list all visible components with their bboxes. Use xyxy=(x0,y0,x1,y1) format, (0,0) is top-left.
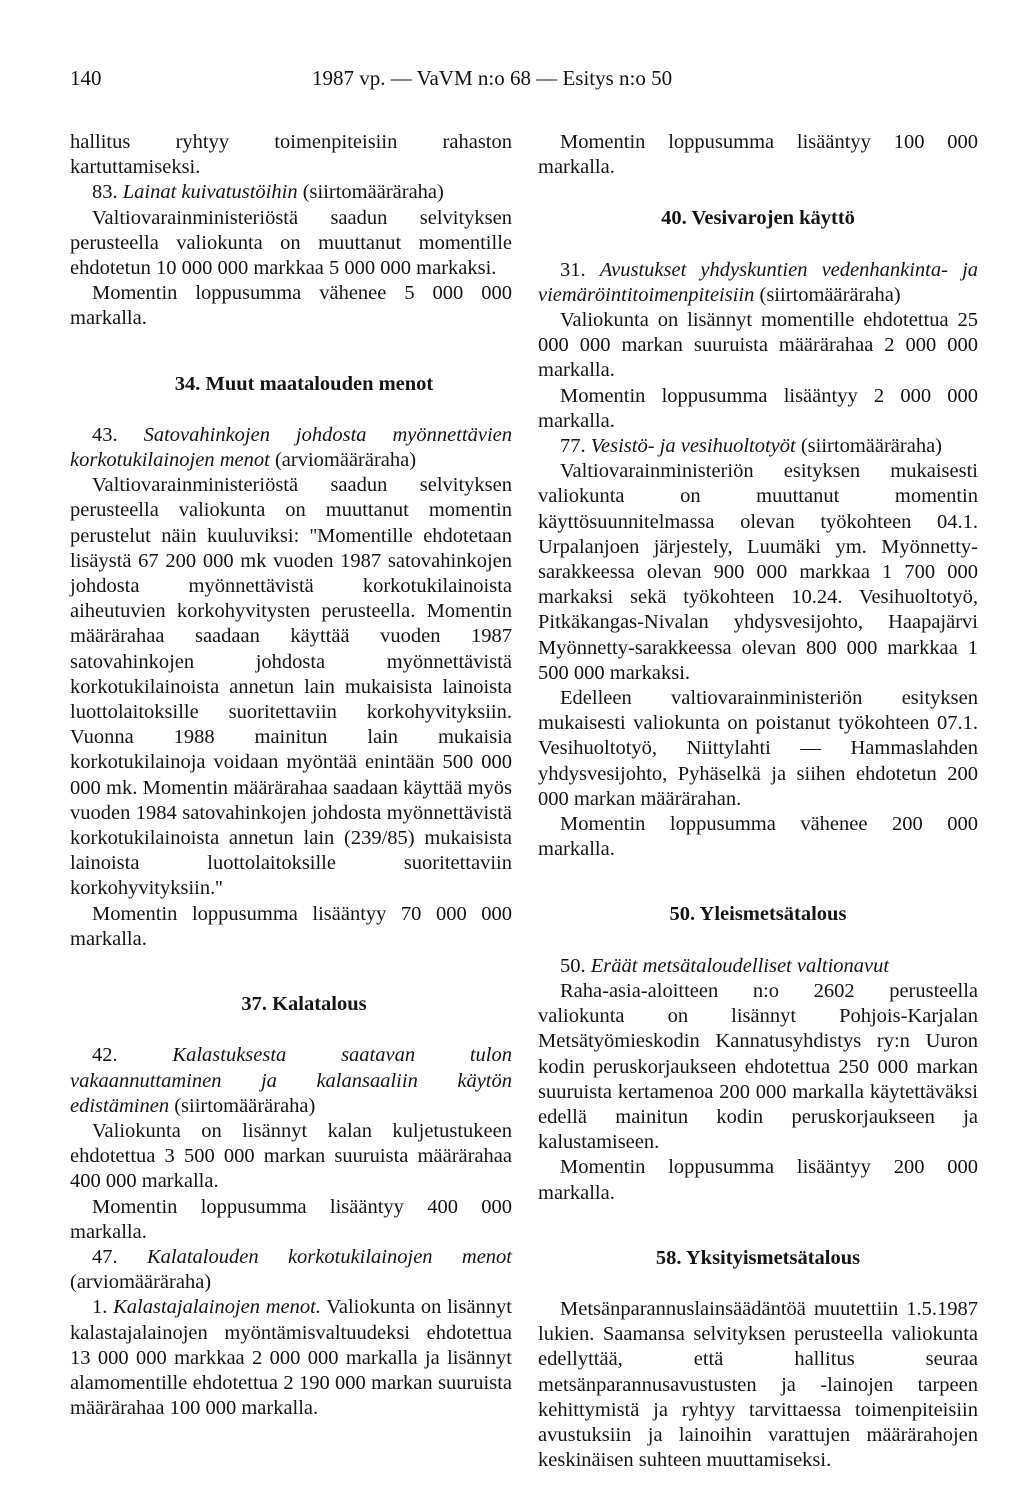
page-header xyxy=(0,66,1024,96)
item-47-tag: (arviomääräraha) xyxy=(70,1271,212,1294)
item-43-title: Satovahinkojen johdosta myönnettävien korkotukilainojen menot xyxy=(70,423,513,472)
item-77-tag: (siirtomääräraha) xyxy=(800,435,942,458)
item-47-title: Kalatalouden korkotukilainojen menot xyxy=(146,1245,513,1268)
right-column xyxy=(538,130,978,1473)
item-47-1-text: Valiokunta on lisännyt kalastajalainojen myöntämisvaltuudeksi ehdotettua 13 000 000 markkaa 2 000 000 markalla ja lisännyt alamomentille ehdotettua 2 190 000 markan suuruista määrärahaa 100 000 markalla. xyxy=(70,1296,512,1420)
item-58-body: Metsänparannuslainsäädäntöä muutettiin 1.5.1987 lukien. Saamansa selvityksen perusteella valiokunta edellyttää, että hallitus seuraa metsänparannusavustusten ja -lainojen tarpeen kehittymistä ja ryhtyy tarvittaessa toimenpiteisiin avustuksiin ja lainoihin varattujen määrärahojen keskinäisen suhteen muuttamiseksi. xyxy=(538,1297,978,1472)
item-43-heading xyxy=(70,423,512,473)
section-50-heading: 50. Yleismetsätalous xyxy=(669,903,847,926)
item-47-number: 47. xyxy=(92,1245,118,1268)
item-42-number: 42. xyxy=(92,1044,118,1067)
page-number: 140 xyxy=(70,66,102,90)
section-34-heading: 34. Muut maatalouden menot xyxy=(174,372,434,395)
item-43-number: 43. xyxy=(92,423,118,446)
item-77-number: 77. xyxy=(560,435,586,458)
item-47-1-title: Kalastajalainojen menot. xyxy=(113,1296,321,1319)
left-column xyxy=(70,130,512,1421)
item-47-heading xyxy=(70,1245,512,1295)
item-50-heading xyxy=(538,954,978,979)
item-83-body: Valtiovarainministeriöstä saadun selvityksen perusteella valiokunta on muuttanut momentille ehdotetun 10 000 000 markkaa 5 000 000 markaksi. xyxy=(70,206,512,280)
section-58-heading: 58. Yksityismetsätalous xyxy=(655,1246,861,1269)
item-83-sum: Momentin loppusumma vähenee 5 000 000 markalla. xyxy=(70,282,512,330)
item-42-tag: (siirtomääräraha) xyxy=(174,1094,316,1117)
item-83-number: 83. xyxy=(92,181,118,204)
item-50-body: Raha-asia-aloitteen n:o 2602 perusteella valiokunta on lisännyt Pohjois-Karjalan Metsätyömieskodin Kannatusyhdistys ry:n Uuron kodin peruskorjaukseen ehdotettua 250 000 markan suuruista kertamenoa 200 000 markalla käytettäväksi edellä mainitun kodin peruskorjaukseen ja kalustamiseen. xyxy=(538,979,978,1154)
item-83-tag: (siirtomääräraha) xyxy=(302,181,444,204)
item-42-heading xyxy=(70,1043,512,1119)
item-43-body: Valtiovarainministeriöstä saadun selvityksen perusteella valiokunta on muuttanut momentin perustelut näin kuuluviksi: ''Momentille ehdotetaan lisäystä 67 200 000 mk vuoden 1987 satovahinkojen johdosta myönnettävistä korkotukilainoista aiheutuvien korkohyvitysten perusteella. Momentin määrärahaa saadaan käyttää vuoden 1987 satovahinkojen johdosta myönnettävistä korkotukilainoista annetun lain mukaisista lainoista luottolaitoksille suoritettaviin korkohyvityksiin. Vuonna 1988 mainitun lain mukaisia korkotukilainoja voidaan myöntää enintään 500 000 000 mk. Momentin määrärahaa saadaan käyttää myös vuoden 1984 satovahinkojen johdosta myönnettävistä korkotukilainoista annetun lain (239/85) mukaisista lainoista luottolaitoksille suoritettaviin korkohyvityksiin.'' xyxy=(70,474,512,900)
item-42-sum: Momentin loppusumma lisääntyy 400 000 markalla. xyxy=(70,1195,512,1243)
item-42-body: Valiokunta on lisännyt kalan kuljetustukeen ehdotettua 3 500 000 markan suuruista määrärahaa 400 000 markalla. xyxy=(70,1119,512,1193)
item-42-title: Kalastuksesta saatavan tulon vakaannuttaminen ja kalansaaliin käytön edistäminen xyxy=(70,1044,513,1117)
item-43-tag: (arviomääräraha) xyxy=(274,449,417,472)
item-31-heading xyxy=(538,258,978,308)
item-47-1 xyxy=(70,1295,512,1421)
paragraph-continuation: hallitus ryhtyy toimenpiteisiin rahaston kartuttamiseksi. xyxy=(70,131,512,179)
item-43-sum: Momentin loppusumma lisääntyy 70 000 000 markalla. xyxy=(70,902,512,950)
item-77-body: Valtiovarainministeriön esityksen mukaisesti valiokunta on muuttanut momentin käyttösuunnitelmassa olevan työkohteen 04.1. Urpalanjoen järjestely, Luumäki ym. Myönnetty-sarakkeessa olevan 900 000 markkaa 1 700 000 markaksi sekä työkohteen 10.24. Vesihuoltotyö, Pitkäkangas-Nivalan yhdysvesijohto, Haapajärvi Myönnetty-sarakkeessa olevan 800 000 markkaa 1 500 000 markaksi. xyxy=(538,460,978,684)
paragraph-continuation-right: Momentin loppusumma lisääntyy 100 000 markalla. xyxy=(538,131,978,179)
item-31-title: Avustukset yhdyskuntien vedenhankinta- ja viemäröintitoimenpiteisiin xyxy=(538,258,979,306)
item-83-heading xyxy=(70,180,512,205)
item-50-title: Eräät metsätaloudelliset valtionavut xyxy=(590,954,890,977)
section-40-heading: 40. Vesivarojen käyttö xyxy=(661,207,855,230)
item-50-number: 50. xyxy=(560,954,586,977)
item-50-sum: Momentin loppusumma lisääntyy 200 000 markalla. xyxy=(538,1156,978,1204)
item-31-number: 31. xyxy=(560,258,586,281)
item-31-tag: (siirtomääräraha) xyxy=(759,283,901,306)
item-77-heading xyxy=(538,434,978,459)
item-77-sum: Momentin loppusumma vähenee 200 000 markalla. xyxy=(538,813,978,861)
running-head: 1987 vp. — VaVM n:o 68 — Esitys n:o 50 xyxy=(312,66,673,90)
item-31-body: Valiokunta on lisännyt momentille ehdotettua 25 000 000 markan suuruista määrärahaa 2 000 000 markalla. xyxy=(538,309,978,382)
item-47-1-number: 1. xyxy=(92,1296,108,1319)
section-37-heading: 37. Kalatalous xyxy=(241,993,367,1016)
item-77-title: Vesistö- ja vesihuoltotyöt xyxy=(590,435,796,458)
item-83-title: Lainat kuivatustöihin xyxy=(122,181,298,204)
item-77-body-2: Edelleen valtiovarainministeriön esityksen mukaisesti valiokunta on poistanut työkohteen 07.1. Vesihuoltotyö, Niittylahti — Hammaslahden yhdysvesijohto, Pyhäselkä ja siihen ehdotetun 200 000 markan määrärahan. xyxy=(538,687,978,810)
item-31-sum: Momentin loppusumma lisääntyy 2 000 000 markalla. xyxy=(538,384,978,432)
